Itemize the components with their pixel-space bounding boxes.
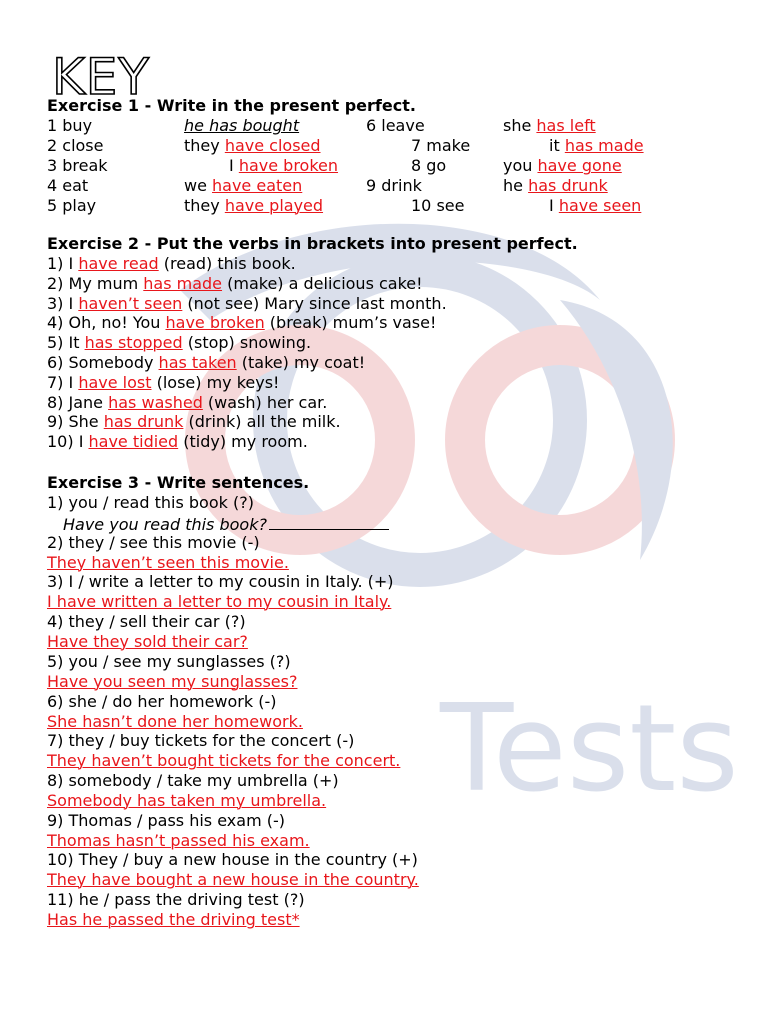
answer-text: have seen: [558, 196, 642, 215]
answer-text: have tidied: [88, 432, 179, 452]
answer-cell: [503, 116, 596, 136]
subject: you: [503, 156, 538, 175]
exercise-2-item: [47, 274, 423, 294]
answer-text: has made: [143, 273, 223, 293]
exercise-2-item: [47, 393, 327, 413]
subject: I: [549, 196, 559, 215]
exercise-3-heading: Exercise 3 - Write sentences.: [47, 473, 310, 492]
answer-text: has stopped: [84, 333, 183, 353]
item-prefix: 5) It: [47, 333, 85, 353]
verb-cue: 1 buy: [47, 116, 93, 135]
item-prefix: 8) Jane: [47, 392, 109, 412]
exercise-3-answer: Have you seen my sunglasses?: [47, 671, 298, 691]
exercise-2-item: [47, 254, 296, 274]
answer-cell: [549, 196, 641, 216]
verb-cue: 5 play: [47, 196, 97, 215]
answer-text: have gone: [537, 156, 622, 175]
item-prefix: 9) She: [47, 412, 104, 432]
item-prefix: 2) My mum: [47, 273, 144, 293]
exercise-3-prompt: 4) they / sell their car (?): [47, 612, 246, 632]
answer-text: have eaten: [212, 176, 303, 195]
item-prefix: 3) I: [47, 293, 79, 313]
answer-cell: [184, 196, 323, 216]
answer-text: haven’t seen: [78, 293, 183, 313]
item-suffix: (break) mum’s vase!: [264, 313, 437, 333]
subject: they: [184, 196, 225, 215]
exercise-2-item: [47, 333, 311, 353]
exercise-3-answer: Thomas hasn’t passed his exam.: [47, 830, 310, 850]
exercise-3-answer: Has he passed the driving test*: [47, 910, 300, 929]
subject: she: [503, 116, 537, 135]
exercise-3-prompt: 7) they / buy tickets for the concert (-): [47, 731, 355, 751]
exercise-1-row: [47, 116, 747, 136]
exercise-2-item: [47, 432, 308, 452]
answer-cell: [503, 176, 608, 196]
item-suffix: (take) my coat!: [236, 353, 366, 372]
item-suffix: (wash) her car.: [202, 392, 328, 412]
answer-text: has washed: [108, 392, 203, 412]
exercise-2-heading: Exercise 2 - Put the verbs in brackets into present perfect.: [47, 234, 578, 253]
verb-cue: 6 leave: [366, 116, 425, 135]
answer-cell: [184, 136, 321, 156]
item-suffix: (lose) my keys!: [151, 372, 280, 392]
exercise-3-answer: They haven’t seen this movie.: [47, 552, 289, 572]
exercise-3-answer: They have bought a new house in the country.: [47, 870, 419, 890]
exercise-2-item: [47, 412, 341, 432]
answer-blank: [269, 513, 389, 530]
verb-cue: 3 break: [47, 156, 108, 175]
exercise-2-item: [47, 313, 436, 333]
item-suffix: (read) this book.: [158, 254, 296, 273]
exercise-3-prompt: 10) They / buy a new house in the country (+): [47, 850, 418, 870]
answer-text: have broken: [238, 156, 339, 175]
answer-cell: [503, 156, 622, 176]
answer-text: have played: [224, 196, 324, 215]
exercise-3-prompt: 3) I / write a letter to my cousin in Italy. (+): [47, 572, 394, 592]
item-suffix: (make) a delicious cake!: [222, 273, 423, 293]
key-title: KEY: [52, 48, 150, 106]
verb-cue: 10 see: [411, 196, 465, 215]
item-suffix: (drink) all the milk.: [183, 412, 341, 432]
exercise-2-item: [47, 294, 447, 314]
exercise-1-row: [47, 156, 747, 176]
verb-cue: 8 go: [411, 156, 447, 175]
item-prefix: 10) I: [47, 432, 89, 452]
item-suffix: (tidy) my room.: [178, 432, 308, 452]
answer-text: have lost: [78, 372, 152, 392]
answer-cell: [184, 176, 302, 196]
answer-text: has left: [536, 116, 596, 135]
exercise-3-prompt: 5) you / see my sunglasses (?): [47, 651, 291, 671]
item-prefix: 1) I: [47, 254, 79, 273]
example-answer: Have you read this book?: [63, 515, 267, 534]
exercise-3-answer: She hasn’t done her homework.: [47, 711, 303, 731]
verb-cue: 7 make: [411, 136, 471, 155]
answer-cell: [229, 156, 338, 176]
exercise-3-answer: [63, 513, 389, 533]
exercise-3-prompt: 1) you / read this book (?): [47, 493, 254, 512]
answer-cell: [184, 116, 299, 136]
exercise-1-row: [47, 176, 747, 196]
item-suffix: (not see) Mary since last month.: [182, 293, 447, 313]
exercise-1-row: [47, 136, 747, 156]
verb-cue: 4 eat: [47, 176, 89, 195]
verb-cue: 2 close: [47, 136, 104, 155]
subject: I: [229, 156, 239, 175]
exercise-3-answer: Somebody has taken my umbrella.: [47, 790, 327, 810]
subject: we: [184, 176, 213, 195]
exercise-3-answer: They haven’t bought tickets for the concert.: [47, 751, 401, 771]
answer-text: has drunk: [528, 176, 608, 195]
exercise-3-prompt: 9) Thomas / pass his exam (-): [47, 810, 285, 830]
example-answer: he has bought: [184, 116, 300, 135]
item-prefix: 4) Oh, no! You: [47, 313, 166, 333]
subject: it: [549, 136, 565, 155]
answer-text: have broken: [165, 313, 265, 333]
exercise-3-prompt: 6) she / do her homework (-): [47, 691, 277, 711]
item-suffix: (stop) snowing.: [182, 333, 312, 353]
answer-cell: [549, 136, 644, 156]
exercise-1-row: [47, 196, 747, 216]
exercise-3-prompt: 2) they / see this movie (-): [47, 532, 260, 552]
answer-text: has drunk: [103, 412, 184, 432]
subject: he: [503, 176, 529, 195]
answer-text: have closed: [224, 136, 321, 155]
answer-text: have read: [78, 254, 159, 273]
exercise-3-prompt: 8) somebody / take my umbrella (+): [47, 770, 339, 790]
watermark-text: Tests: [440, 680, 739, 819]
verb-cue: 9 drink: [366, 176, 422, 195]
exercise-2-item: [47, 353, 365, 373]
item-prefix: 7) I: [47, 372, 79, 392]
exercise-2-item: [47, 373, 279, 393]
exercise-3-prompt: 11) he / pass the driving test (?): [47, 890, 305, 909]
answer-text: has taken: [158, 353, 237, 372]
exercise-3-answer: Have they sold their car?: [47, 632, 248, 652]
exercise-3-answer: I have written a letter to my cousin in Italy.: [47, 592, 392, 612]
exercise-1-heading: Exercise 1 - Write in the present perfect.: [47, 96, 416, 115]
item-prefix: 6) Somebody: [47, 353, 159, 372]
answer-text: has made: [564, 136, 644, 155]
subject: they: [184, 136, 225, 155]
